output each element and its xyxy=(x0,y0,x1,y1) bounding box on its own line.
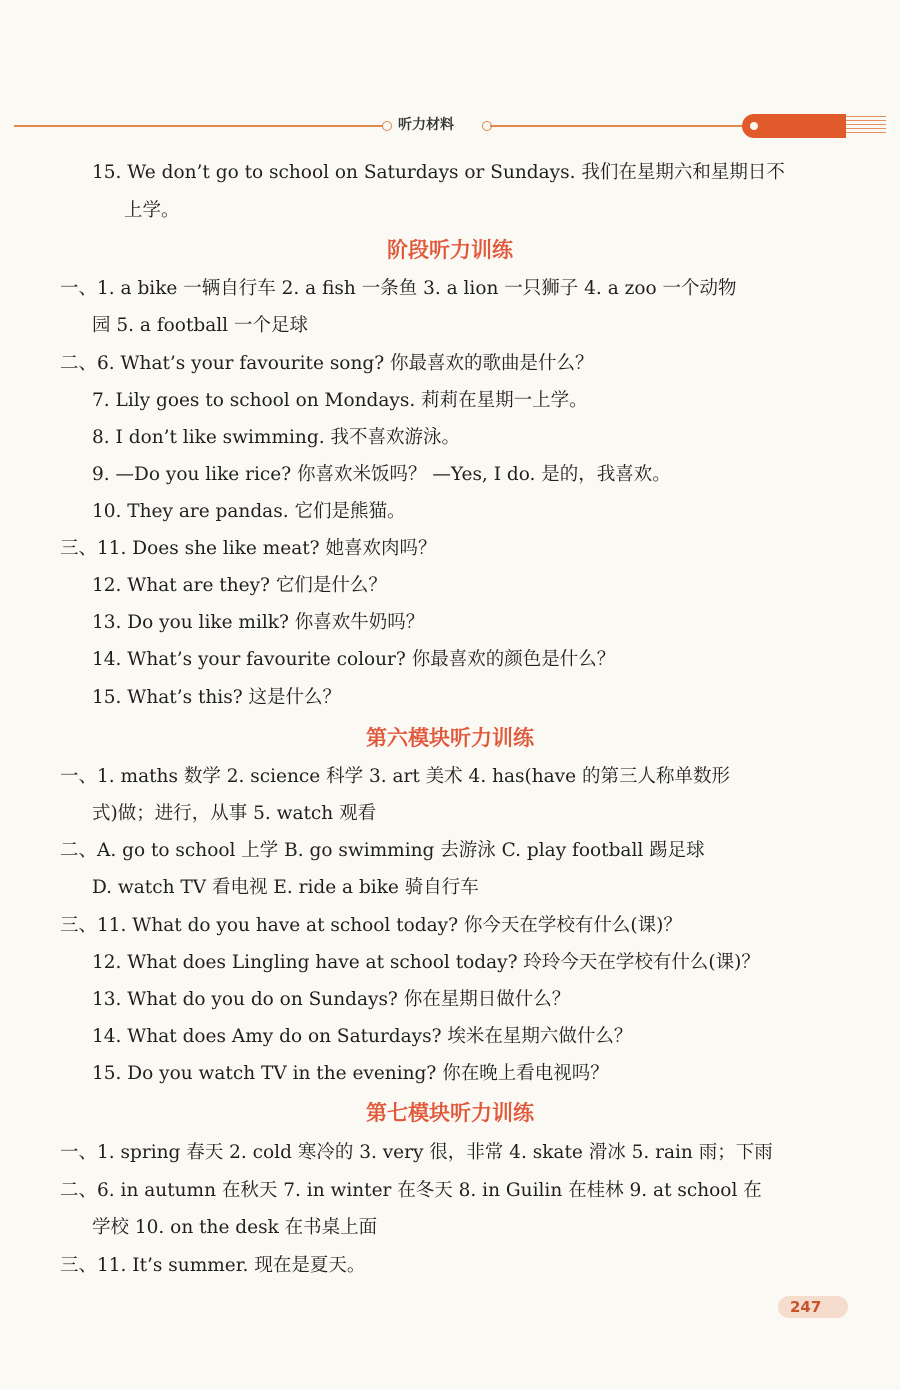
text-line: 三、11. Does she like meat? 她喜欢肉吗？ xyxy=(60,538,437,559)
text-line: 10. They are pandas. 它们是熊猫。 xyxy=(92,501,406,522)
header-tab-knob xyxy=(750,122,758,130)
text-line: 二、A. go to school 上学 B. go swimming 去游泳 C. play football 踢足球 xyxy=(60,840,705,861)
text-line: 13. What do you do on Sundays? 你在星期日做什么？ xyxy=(92,989,571,1010)
text-line: 9. —Do you like rice? 你喜欢米饭吗？ —Yes, I do. 是的，我喜欢。 xyxy=(92,464,671,485)
text-line: 13. Do you like milk? 你喜欢牛奶吗？ xyxy=(92,612,425,633)
text-line: 15. Do you watch TV in the evening? 你在晚上看电视吗？ xyxy=(92,1063,609,1084)
text-line: 一、1. a bike 一辆自行车 2. a fish 一条鱼 3. a lion 一只狮子 4. a zoo 一个动物 xyxy=(60,278,737,299)
section-heading-stage: 阶段听力训练 xyxy=(387,238,513,262)
section-heading-module6: 第六模块听力训练 xyxy=(366,726,534,750)
text-line: 14. What does Amy do on Saturdays? 埃米在星期六做什么？ xyxy=(92,1026,633,1047)
header-tab xyxy=(742,114,846,138)
text-line: 7. Lily goes to school on Mondays. 莉莉在星期一上学。 xyxy=(92,390,588,411)
text-line: 12. What does Lingling have at school today? 玲玲今天在学校有什么(课)？ xyxy=(92,952,760,973)
text-line: 15. We don’t go to school on Saturdays or Sundays. 我们在星期六和星期日不 xyxy=(92,162,785,183)
text-line: 二、6. in autumn 在秋天 7. in winter 在冬天 8. in Guilin 在桂林 9. at school 在 xyxy=(60,1180,762,1201)
text-line: 一、1. maths 数学 2. science 科学 3. art 美术 4. has(have 的第三人称单数形 xyxy=(60,766,730,787)
header-rule-right xyxy=(490,125,748,127)
text-line: 三、11. What do you have at school today? 你今天在学校有什么(课)？ xyxy=(60,915,682,936)
text-line: 二、6. What’s your favourite song? 你最喜欢的歌曲是什么？ xyxy=(60,353,594,374)
text-line: 14. What’s your favourite colour? 你最喜欢的颜色是什么？ xyxy=(92,649,616,670)
header-title: 听力材料 xyxy=(398,117,454,133)
page-number: 247 xyxy=(790,1298,822,1316)
text-line: 式)做；进行，从事 5. watch 观看 xyxy=(92,803,377,824)
text-line: 一、1. spring 春天 2. cold 寒冷的 3. very 很，非常 4. skate 滑冰 5. rain 雨；下雨 xyxy=(60,1142,773,1163)
text-line: 8. I don’t like swimming. 我不喜欢游泳。 xyxy=(92,427,460,448)
header-rule-left xyxy=(14,125,386,127)
text-line: 12. What are they? 它们是什么？ xyxy=(92,575,387,596)
header-dot-left xyxy=(382,121,392,131)
header-stripes xyxy=(846,116,886,136)
text-line: 上学。 xyxy=(124,200,180,221)
text-line: 三、11. It’s summer. 现在是夏天。 xyxy=(60,1255,366,1276)
text-line: 15. What’s this? 这是什么？ xyxy=(92,687,342,708)
page-header xyxy=(0,108,900,148)
text-line: 学校 10. on the desk 在书桌上面 xyxy=(92,1217,378,1238)
text-line: 园 5. a football 一个足球 xyxy=(92,315,308,336)
text-line: D. watch TV 看电视 E. ride a bike 骑自行车 xyxy=(92,877,479,898)
section-heading-module7: 第七模块听力训练 xyxy=(366,1101,534,1125)
